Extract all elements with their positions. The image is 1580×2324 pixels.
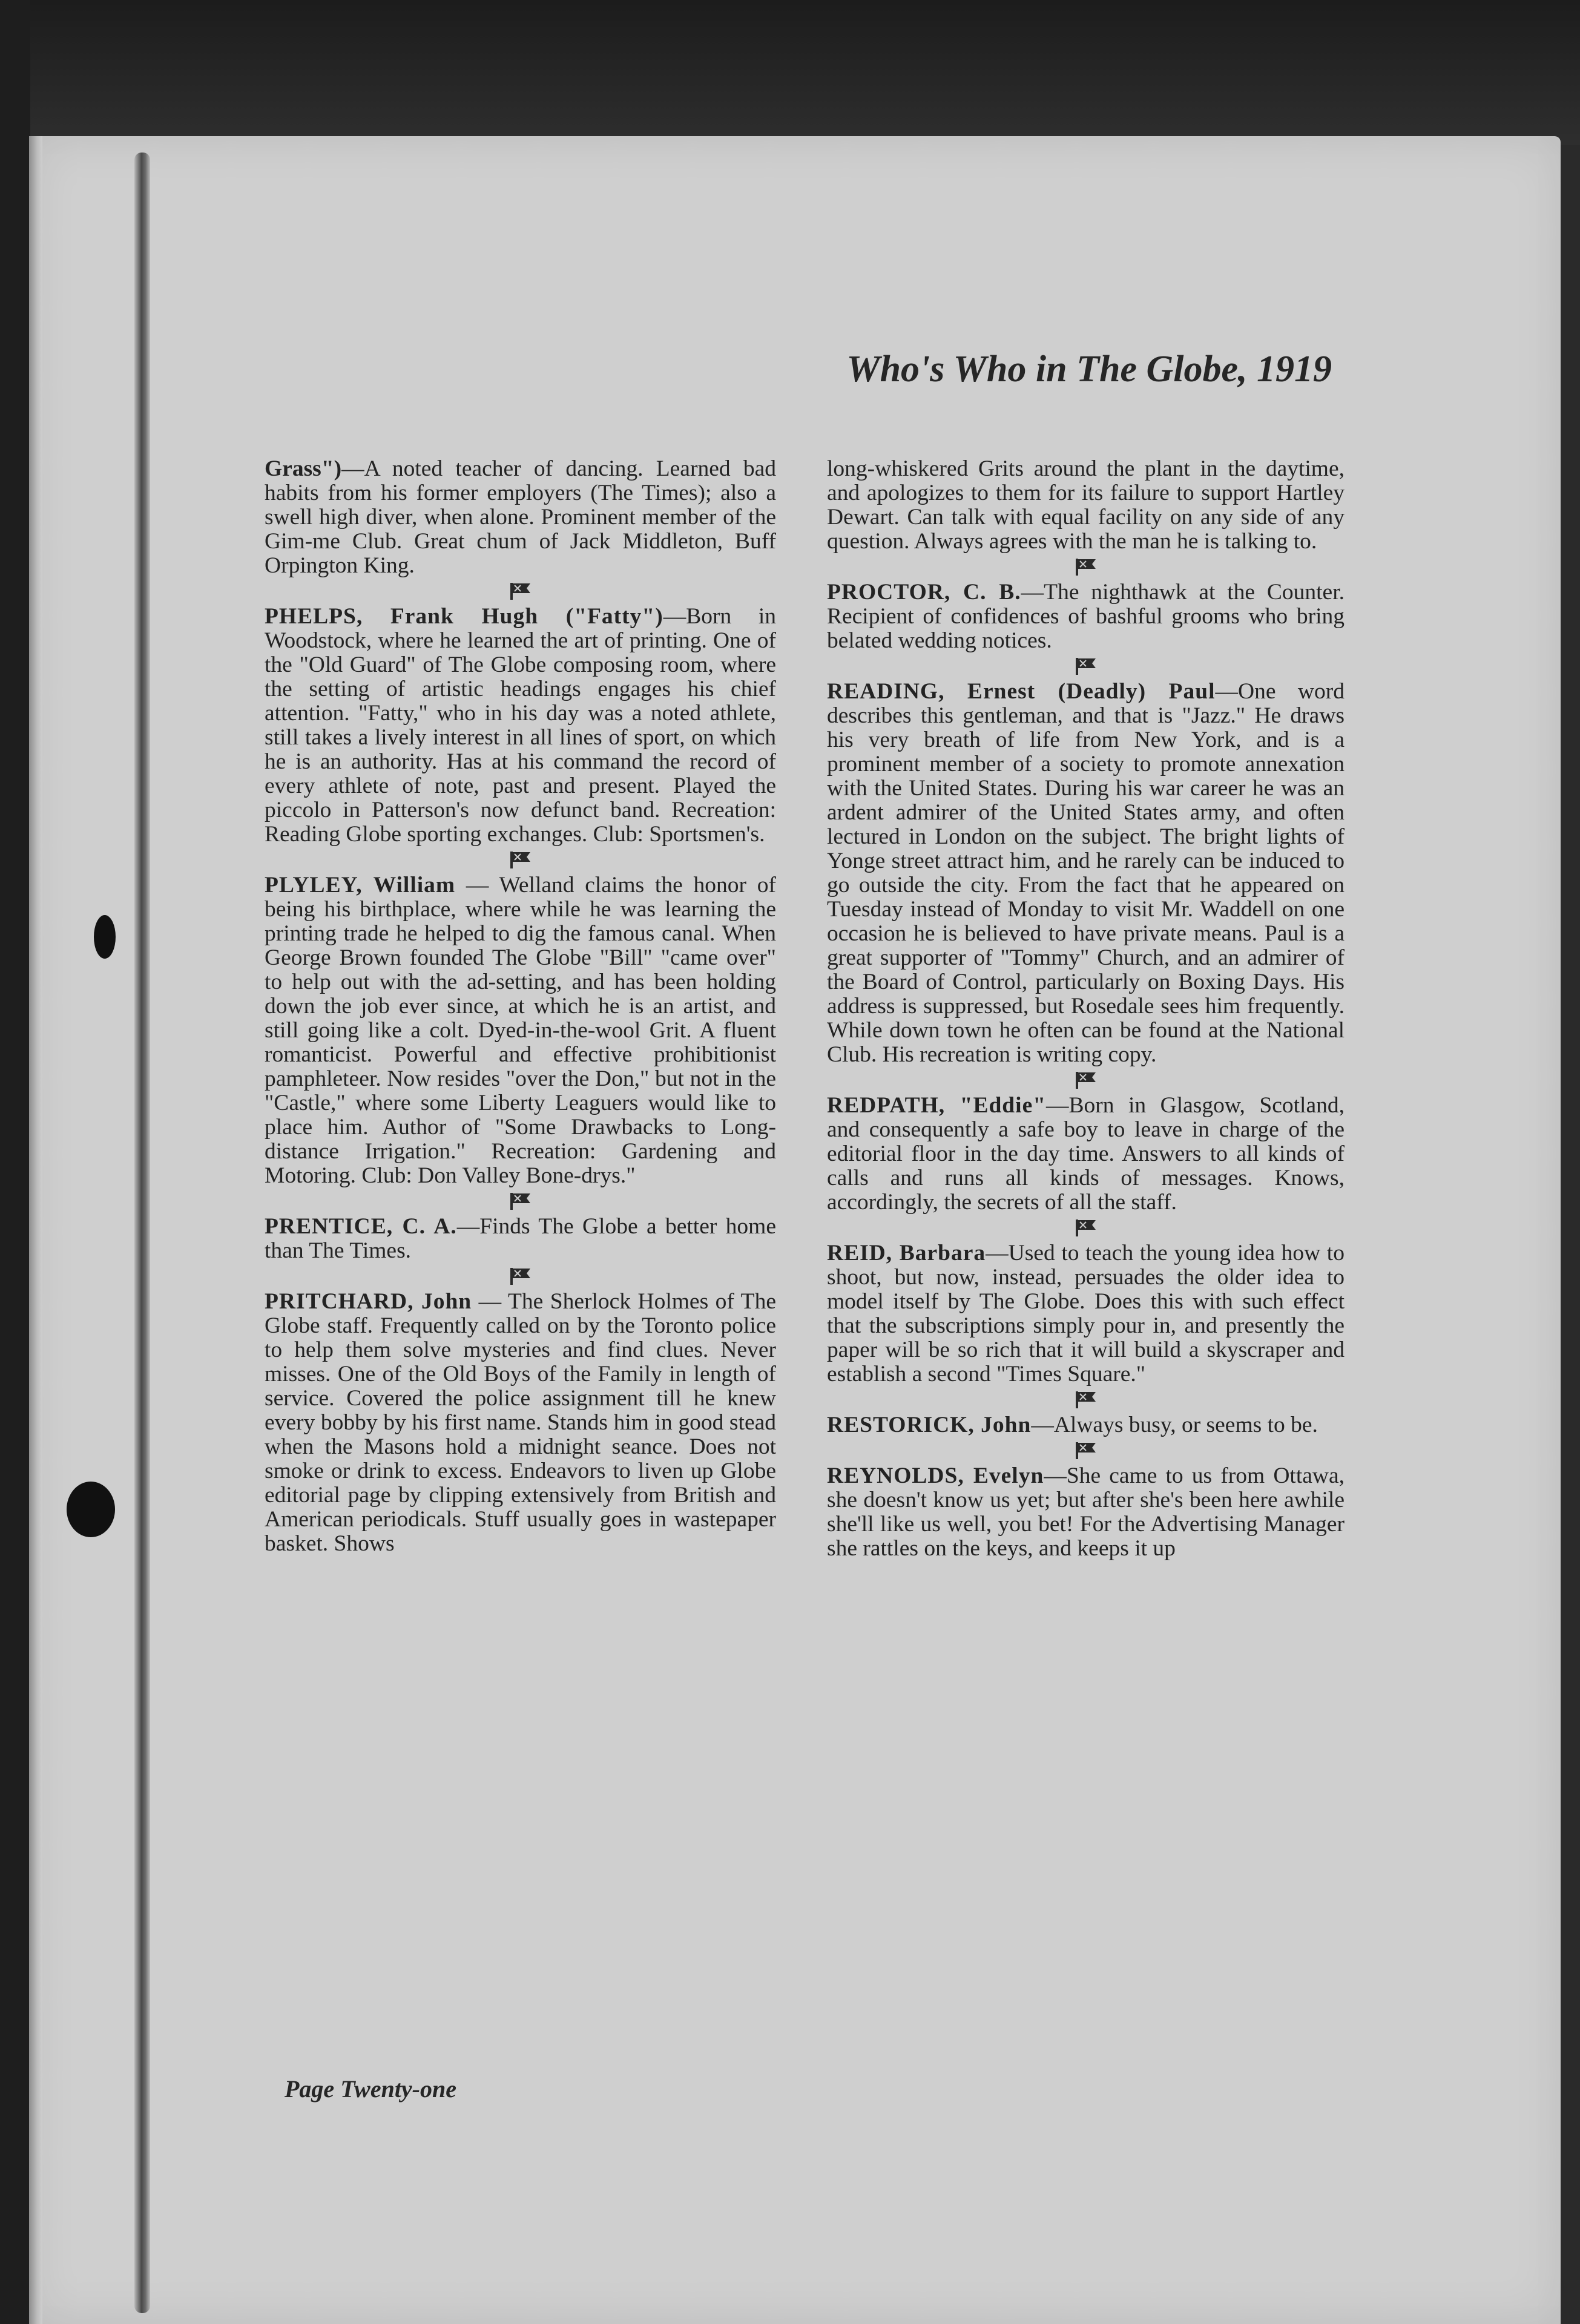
punch-hole <box>67 1482 115 1537</box>
entry-text: — Welland claims the honor of being his birthplace, where while he was learning the printing trade he helped to dig the famous canal. When George Brown founded The Globe "Bill" "came over" to help out with the ad-setting, and has been holding down the job ever since, at which he is an artist, and still going like a colt. Dyed-in-the-wool Grit. A fluent romanticist. Powerful and effective prohibitionist pamphleteer. Now resides "over the Don," but not in the "Castle," where some Liberty Leaguers would like to place him. Author of "Some Drawbacks to Long-distance Irrigation." Recreation: Gardening and Motoring. Club: Don Valley Bone-drys." <box>265 873 776 1188</box>
flag-icon <box>509 582 533 601</box>
biography-entry <box>827 580 1345 653</box>
entry-name: PROCTOR, C. B. <box>827 580 1021 605</box>
entry-text: —Born in Woodstock, where he learned the art of printing. One of the "Old Guard" of The Globe composing room, where the setting of artistic headings engages his chief attention. "Fatty," who in his day was a noted athlete, still takes a lively interest in all lines of sport, on which he is an authority. Has at his command the record of every athlete of note, past and present. Played the piccolo in Patterson's now defunct band. Recreation: Reading Globe sporting exchanges. Club: Sportsmen's. <box>265 604 777 847</box>
flag-icon <box>1074 657 1098 676</box>
biography-entry <box>265 1215 776 1263</box>
entry-text: —Finds The Globe a better home than The Times. <box>265 1214 776 1263</box>
entry-text: —Used to teach the young idea how to shoot, but now, instead, persuades the older idea to model itself by The Globe. Does this with such effect that the subscriptions simply pour in, and presently the paper will be so rich that it will build a skyscraper and establish a second "Times Square." <box>827 1241 1345 1387</box>
background-top <box>0 0 1580 145</box>
biography-entry <box>265 873 776 1188</box>
entry-text: —Born in Glasgow, Scotland, and consequently a safe boy to leave in charge of the editorial floor in the day time. Answers to all kinds of calls and runs all kinds of messages. Knows, accordingly, the secrets of all the staff. <box>827 1093 1345 1215</box>
entry-text: —The nighthawk at the Counter. Recipient of confidences of bashful grooms who bring belated wedding notices. <box>827 580 1345 653</box>
entry-name: READING, Ernest (Deadly) Paul <box>827 679 1216 704</box>
flag-icon <box>1074 1441 1098 1460</box>
background-left <box>0 0 30 2324</box>
biography-entry <box>827 457 1345 554</box>
biography-entry <box>827 680 1345 1067</box>
entry-text: long-whiskered Grits around the plant in the daytime, and apologizes to them for its failure to support Hartley Dewart. Can talk with equal facility on any side of any question. Always agrees with the man he is talking to. <box>827 456 1345 554</box>
page-edge <box>29 136 42 2324</box>
running-head: Who's Who in The Globe, 1919 <box>846 349 1332 390</box>
binding-spine <box>134 153 150 2313</box>
entry-text: — The Sherlock Holmes of The Globe staff. Frequently called on by the Toronto police to help them solve mysteries and find clues. Never misses. One of the Old Boys of the Family in length of service. Covered the police assignment till he knew every bobby by his first name. Stands him in good stead when the Masons hold a midnight seance. Does not smoke or drink to excess. Endeavors to liven up Globe editorial page by clipping extensively from British and American periodicals. Stuff usually goes in wastepaper basket. Shows <box>265 1289 776 1556</box>
flag-icon <box>1074 1390 1098 1410</box>
entry-name: RESTORICK, John <box>827 1413 1032 1437</box>
biography-entry <box>827 1241 1345 1387</box>
entry-name: REID, Barbara <box>827 1241 986 1265</box>
entry-name: PRITCHARD, John <box>265 1289 472 1314</box>
biography-entry <box>265 605 776 847</box>
entry-text: —A noted teacher of dancing. Learned bad habits from his former employers (The Times); also a swell high diver, when alone. Prominent member of the Gim-me Club. Great chum of Jack Middleton, Buff Orpington King. <box>265 456 776 578</box>
flag-icon <box>1074 1071 1098 1090</box>
biography-entry <box>265 457 776 578</box>
flag-icon <box>509 1192 533 1211</box>
flag-icon <box>1074 557 1098 577</box>
entry-name: PLYLEY, William <box>265 873 456 898</box>
biography-entry <box>827 1464 1345 1561</box>
entry-lead: Grass") <box>265 456 342 481</box>
biography-entry <box>265 1290 776 1556</box>
flag-icon <box>509 1267 533 1286</box>
biography-entry <box>827 1094 1345 1215</box>
entry-text: —One word describes this gentleman, and that is "Jazz." He draws his very breath of life from New York, and is a prominent member of a society to promote annexation with the United States. During his war career he was an ardent admirer of the United States army, and often lectured in London on the subject. The bright lights of Yonge street attract him, and he rarely can be induced to go outside the city. From the fact that he appeared on Tuesday instead of Monday to visit Mr. Waddell on one occasion he is believed to have private means. Paul is a great supporter of "Tommy" Church, and an admirer of the Board of Control, particularly on Boxing Days. His address is suppressed, but Rosedale sees him frequently. While down town he often can be found at the National Club. His recreation is writing copy. <box>827 679 1345 1067</box>
entry-name: REDPATH, "Eddie" <box>827 1093 1047 1118</box>
flag-icon <box>509 850 533 870</box>
entry-text: —Always busy, or seems to be. <box>1031 1413 1318 1437</box>
flag-icon <box>1074 1218 1098 1238</box>
right-column <box>827 457 1345 1561</box>
biography-entry <box>827 1413 1345 1437</box>
entry-name: PRENTICE, C. A. <box>265 1214 457 1239</box>
page-number: Page Twenty-one <box>285 2075 457 2102</box>
entry-text: —She came to us from Ottawa, she doesn't know us yet; but after she's been here awhile she'll like us well, you bet! For the Advertising Manager she rattles on the keys, and keeps it up <box>827 1463 1345 1561</box>
punch-hole <box>94 915 116 959</box>
entry-name: REYNOLDS, Evelyn <box>827 1463 1044 1488</box>
left-column <box>265 457 776 1556</box>
entry-name: PHELPS, Frank Hugh ("Fatty") <box>265 604 663 629</box>
